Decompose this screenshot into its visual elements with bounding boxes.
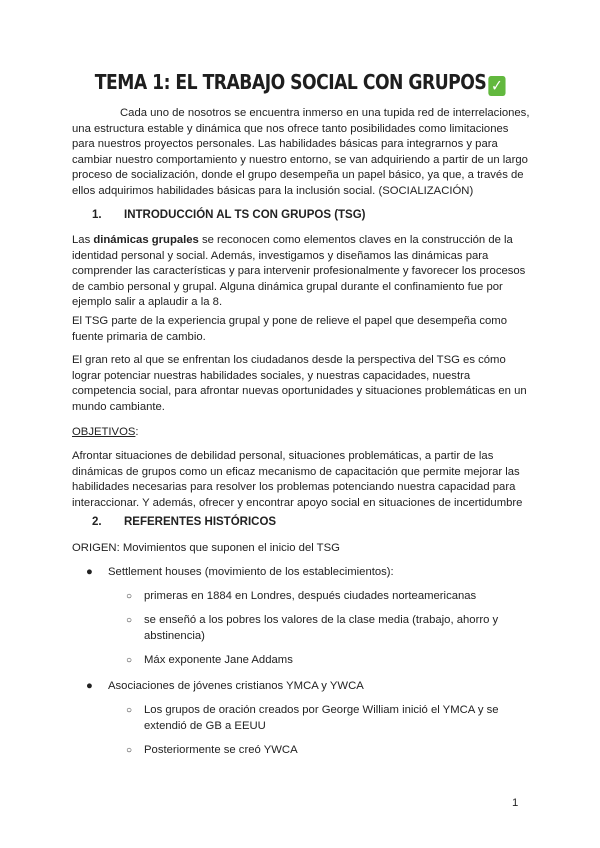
bullet-icon: ● bbox=[86, 680, 93, 692]
section-number: 2. bbox=[92, 516, 102, 528]
sub-list-item: ○ se enseñó a los pobres los valores de la clase media (trabajo, ahorro y abstinencia) bbox=[126, 614, 499, 642]
sub-list-item: ○ Los grupos de oración creados por George William inició el YMCA y se extendió de GB a EEUU bbox=[126, 704, 499, 732]
hollow-bullet-icon: ○ bbox=[126, 705, 133, 716]
section-title: REFERENTES HISTÓRICOS bbox=[124, 516, 277, 528]
reto-paragraph: El gran reto al que se enfrentan los ciudadanos desde la perspectiva del TSG es cómo lograr potenciar nuestras habilidades sociales, y nuestras capacidades, nuestra competencia social, para afrontar nuevas oportunidades y situaciones problemáticas en un mundo cambiante. bbox=[72, 354, 527, 413]
intro-paragraph: Cada uno de nosotros se encuentra inmerso en una tupida red de interrelaciones, una estructura estable y dinámica que nos ofrece tanto posibilidades como limitaciones para nuestros proyectos personales. Las habilidades básicas para integrarnos y para cambiar nuestro comportamiento y nuestro entorno, se van adquiriendo a partir de un largo proceso de socialización, donde el grupo desempeña un papel básico, ya que, a través de ellos adquirimos habilidades básicas para la inclusión social. (SOCIALIZACIÓN) bbox=[72, 107, 530, 197]
sub-list-item: ○ Máx exponente Jane Addams bbox=[144, 653, 528, 669]
sub-list-item: ○ primeras en 1884 en Londres, después ciudades norteamericanas bbox=[144, 589, 528, 605]
page-number: 1 bbox=[512, 797, 519, 809]
section-number: 1. bbox=[92, 209, 102, 221]
hollow-bullet-icon: ○ bbox=[126, 615, 133, 626]
list-item: ● Settlement houses (movimiento de los establecimientos): bbox=[108, 565, 528, 581]
bullet-icon: ● bbox=[86, 566, 93, 578]
check-mark-icon: ✓ bbox=[488, 76, 505, 96]
bold-term: dinámicas grupales bbox=[93, 234, 199, 246]
dinamicas-paragraph: Las dinámicas grupales se reconocen como elementos claves en la construcción de la identidad personal y social. Además, investigamos y diseñamos las dinámicas para comprender las características y para intervenir profesionalmente y favorecer los procesos de cambio personal y grupal. Alguna dinámica grupal durante el confinamiento fue por ejemplo salir a aplaudir a la 8. bbox=[72, 234, 526, 309]
origen-line: ORIGEN: Movimientos que suponen el inicio del TSG bbox=[72, 542, 340, 554]
tsg-paragraph: El TSG parte de la experiencia grupal y pone de relieve el papel que desempeña como fuente primaria de cambio. bbox=[72, 315, 507, 343]
sub-list-item: ○ Posteriormente se creó YWCA bbox=[144, 743, 528, 759]
page-title: TEMA 1: EL TRABAJO SOCIAL CON GRUPOS ✓ bbox=[42, 70, 558, 96]
section-title: INTRODUCCIÓN AL TS CON GRUPOS (TSG) bbox=[124, 209, 366, 221]
hollow-bullet-icon: ○ bbox=[126, 745, 133, 756]
hollow-bullet-icon: ○ bbox=[126, 591, 133, 602]
objetivos-label: OBJETIVOS: bbox=[72, 426, 139, 438]
objetivos-paragraph: Afrontar situaciones de debilidad personal, situaciones problemáticas, a partir de las dinámicas de grupos como un eficaz mecanismo de capacitación que permite mejorar las habilidades necesarias para resolver los problemas potenciando nuestra capacidad para interaccionar. Y además, ofrecer y encontrar apoyo social en situaciones de incertidumbre bbox=[72, 450, 523, 509]
hollow-bullet-icon: ○ bbox=[126, 655, 133, 666]
list-item: ● Asociaciones de jóvenes cristianos YMCA y YWCA bbox=[108, 679, 528, 695]
